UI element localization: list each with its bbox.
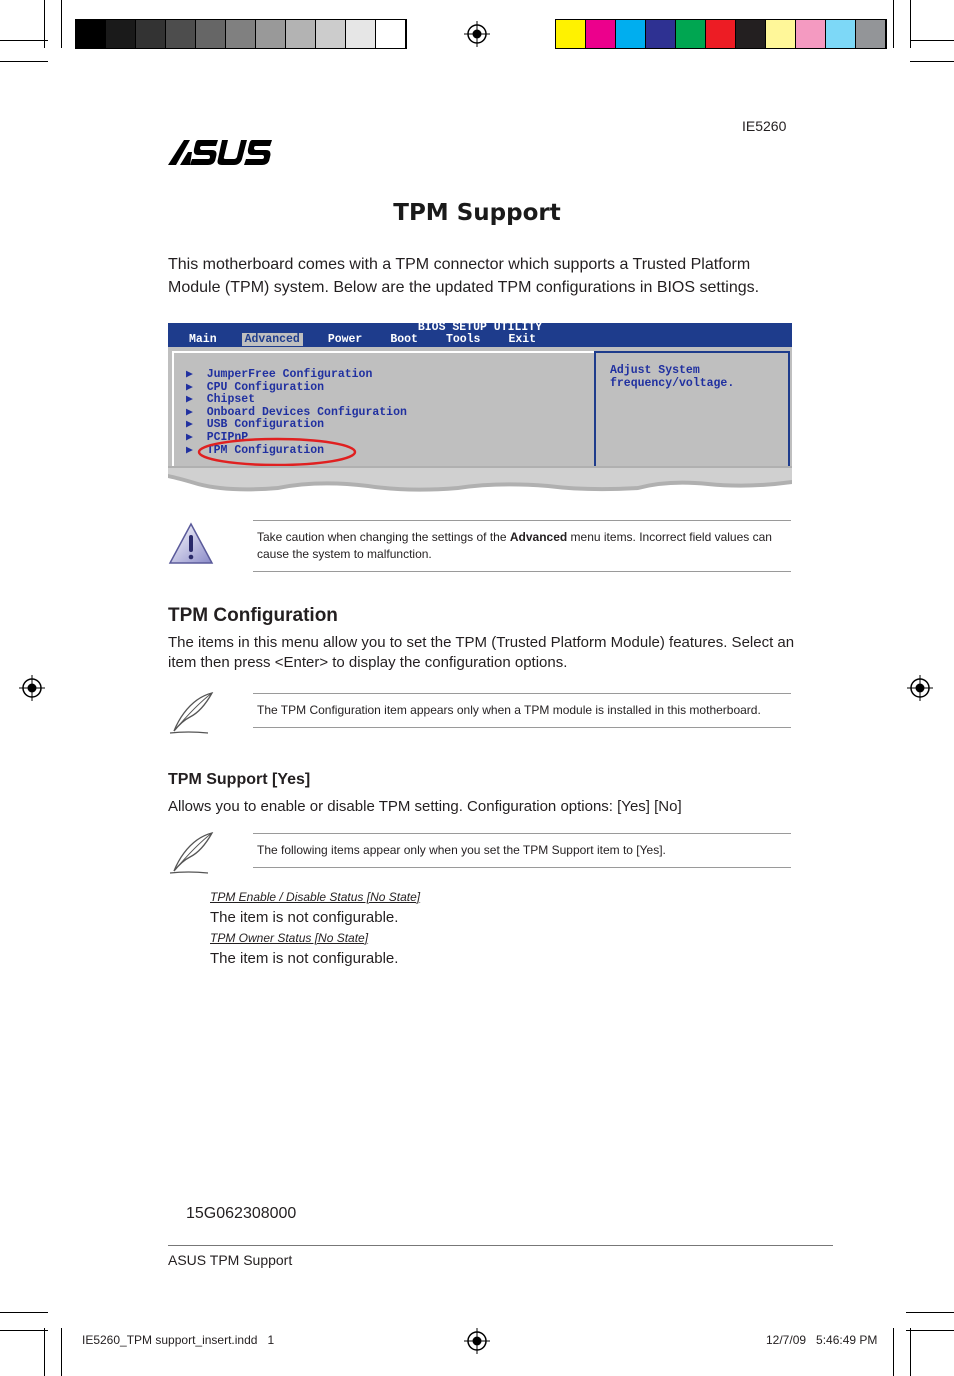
footer-text: ASUS TPM Support (168, 1252, 293, 1268)
registration-mark-icon (464, 1328, 490, 1354)
bios-help-text (610, 365, 734, 390)
color-swatch (106, 20, 136, 48)
bios-menu-item[interactable]: ▶ Chipset (186, 393, 256, 407)
asus-logo (168, 138, 272, 166)
triangle-right-icon: ▶ (186, 393, 207, 407)
color-swatch (826, 20, 856, 48)
color-swatch (376, 20, 406, 48)
bios-header (168, 323, 792, 347)
crop-mark (0, 1330, 48, 1331)
triangle-right-icon: ▶ (186, 430, 207, 444)
footer-rule (168, 1245, 833, 1246)
registration-mark-icon (907, 675, 933, 701)
warning-triangle-icon (168, 522, 214, 566)
color-swatch (586, 20, 616, 48)
triangle-right-icon: ▶ (186, 443, 207, 457)
crop-mark (910, 40, 954, 41)
quill-note-icon (168, 831, 216, 875)
section-heading-tpm-support: TPM Support [Yes] (168, 771, 311, 788)
section-paragraph: Allows you to enable or disable TPM setting. Configuration options: [Yes] [No] (168, 798, 682, 815)
crop-mark (44, 1328, 45, 1376)
color-swatch (646, 20, 676, 48)
color-swatch (256, 20, 286, 48)
triangle-right-icon: ▶ (186, 380, 207, 394)
bios-menu-item[interactable]: ▶ PCIPnP (186, 430, 249, 444)
color-swatch (736, 20, 766, 48)
registration-mark-icon (19, 675, 45, 701)
bios-tab-main[interactable]: Main (189, 333, 217, 346)
intro-paragraph: This motherboard comes with a TPM connector which supports a Trusted Platform Module (TPM) system. Below are the updated TPM configurations in BIOS settings. (168, 256, 760, 296)
crop-mark (906, 1330, 954, 1331)
bios-tab-exit[interactable]: Exit (508, 333, 537, 346)
crop-mark (0, 1312, 48, 1313)
registration-mark-icon (464, 21, 490, 47)
sub-item-label: TPM Owner Status [No State] (210, 931, 369, 945)
color-swatch (706, 20, 736, 48)
bios-tab-boot[interactable]: Boot (390, 333, 418, 346)
page-title: TPM Support (393, 200, 561, 226)
quill-note-icon (168, 691, 216, 735)
bios-tab-tools[interactable]: Tools (445, 333, 481, 346)
part-number: 15G062308000 (186, 1205, 297, 1222)
bios-title: BIOS SETUP UTILITY (417, 321, 543, 334)
grayscale-color-bar (75, 19, 407, 49)
bios-tab-bar (186, 333, 561, 346)
highlight-ellipse (196, 436, 358, 468)
color-swatch (856, 20, 886, 48)
tpm-support-note (253, 833, 791, 868)
bios-menu-item[interactable]: ▶ Onboard Devices Configuration (186, 405, 407, 419)
crop-mark (0, 40, 48, 41)
caution-note (253, 520, 791, 572)
note-text: The TPM Configuration item appears only when a TPM module is installed in this motherboard. (257, 703, 761, 717)
sub-item-text: The item is not configurable. (210, 950, 399, 967)
bios-tab-advanced[interactable]: Advanced (242, 333, 303, 346)
bios-menu-item[interactable]: ▶ CPU Configuration (186, 380, 325, 394)
crop-mark (893, 1328, 894, 1376)
color-swatch (766, 20, 796, 48)
caution-text: Take caution when changing the settings of the (257, 530, 510, 544)
crop-mark (893, 0, 894, 48)
section-paragraph: The items in this menu allow you to set the TPM (Trusted Platform Module) features. Select an item then press <Enter> to display the configuration options. (168, 634, 795, 671)
color-swatch (166, 20, 196, 48)
caution-text: menu items. Incorrect field values can cause the system to malfunction. (257, 530, 772, 561)
caution-bold: Advanced (509, 530, 568, 544)
crop-mark (906, 1312, 954, 1313)
torn-edge (168, 466, 792, 496)
triangle-right-icon: ▶ (186, 418, 207, 432)
crop-mark (0, 61, 48, 62)
color-swatch (316, 20, 346, 48)
help-line: frequency/voltage. (610, 376, 735, 390)
sub-item-text: The item is not configurable. (210, 909, 399, 926)
crop-mark (61, 1328, 62, 1376)
color-swatch (556, 20, 586, 48)
color-swatch (226, 20, 256, 48)
bios-tab-power[interactable]: Power (327, 333, 363, 346)
color-swatch (136, 20, 166, 48)
tpm-config-note (253, 693, 791, 728)
bios-menu-item-tpm[interactable]: ▶ TPM Configuration (186, 443, 325, 457)
color-swatch (346, 20, 376, 48)
document-code: IE5260 (742, 118, 787, 134)
triangle-right-icon: ▶ (186, 405, 207, 419)
color-swatch (76, 20, 106, 48)
color-swatch (676, 20, 706, 48)
process-color-bar (555, 19, 887, 49)
section-heading-tpm-configuration: TPM Configuration (168, 605, 338, 626)
sub-item-label: TPM Enable / Disable Status [No State] (210, 890, 421, 904)
crop-mark (61, 0, 62, 48)
color-swatch (616, 20, 646, 48)
bios-menu-item[interactable]: ▶ JumperFree Configuration (186, 368, 373, 381)
bios-menu-item[interactable]: ▶ USB Configuration (186, 418, 325, 432)
slug-filename: IE5260_TPM support_insert.indd 1 (82, 1333, 275, 1347)
triangle-right-icon: ▶ (186, 368, 207, 381)
color-swatch (196, 20, 226, 48)
crop-mark (910, 61, 954, 62)
color-swatch (286, 20, 316, 48)
slug-date: 12/7/09 5:46:49 PM (766, 1333, 878, 1347)
color-swatch (796, 20, 826, 48)
crop-mark (910, 1328, 911, 1376)
note-text: The following items appear only when you set the TPM Support item to [Yes]. (257, 843, 666, 857)
help-line: Adjust System (610, 364, 700, 377)
